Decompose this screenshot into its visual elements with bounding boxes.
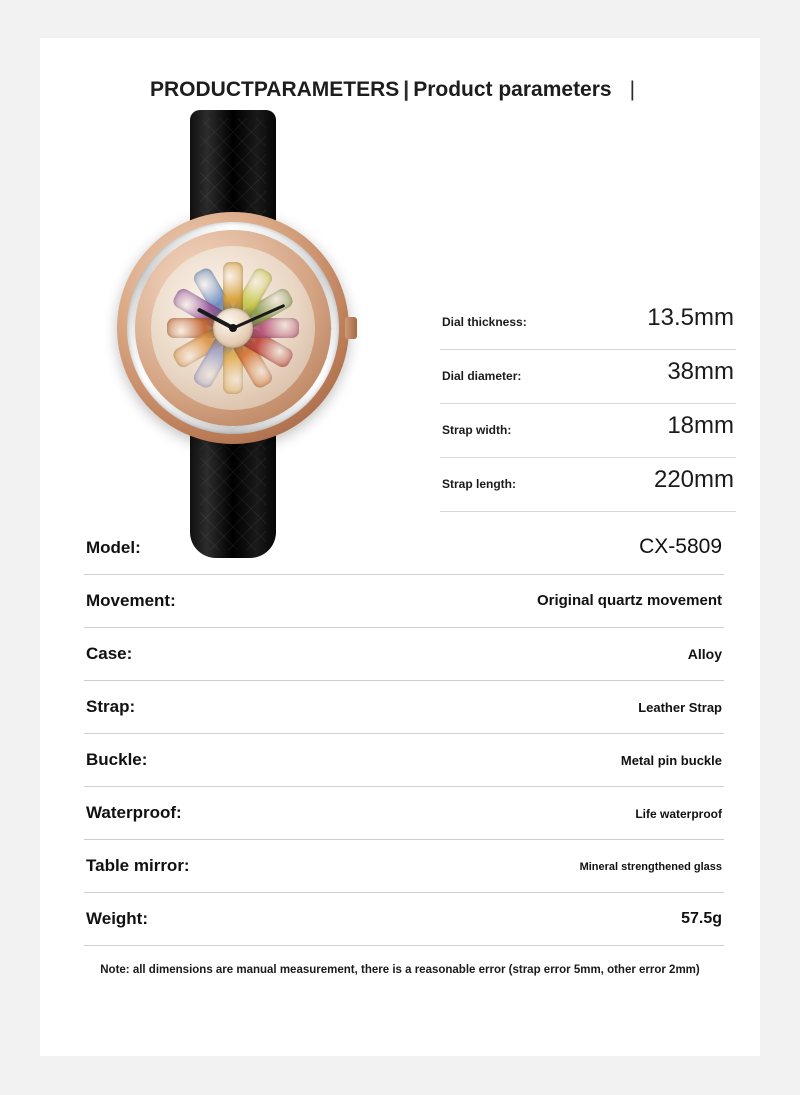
spec-label: Waterproof: bbox=[86, 803, 182, 822]
dimension-value: 13.5mm bbox=[647, 304, 734, 331]
table-row bbox=[440, 404, 736, 458]
center-pin bbox=[229, 324, 237, 332]
rhinestone bbox=[246, 231, 251, 236]
spec-label: Model: bbox=[86, 538, 141, 557]
rhinestone bbox=[201, 234, 206, 239]
title-separator: | bbox=[403, 78, 410, 101]
title-tail-bar: | bbox=[629, 78, 636, 101]
specifications-table bbox=[84, 522, 724, 946]
rhinestone bbox=[260, 234, 265, 239]
rhinestone bbox=[187, 240, 192, 245]
rhinestone bbox=[322, 296, 327, 301]
rhinestone bbox=[201, 417, 206, 422]
rhinestone bbox=[145, 282, 150, 287]
table-row bbox=[84, 628, 724, 681]
rhinestone bbox=[316, 369, 321, 374]
dimension-value: 18mm bbox=[667, 412, 734, 439]
dimension-label: Strap length: bbox=[442, 477, 516, 491]
dimensions-table bbox=[440, 296, 736, 512]
rhinestone bbox=[136, 310, 141, 315]
title-chinese: Product parameters bbox=[413, 78, 612, 101]
dimension-label: Dial diameter: bbox=[442, 369, 522, 383]
watch-dial bbox=[151, 246, 315, 410]
table-row bbox=[84, 734, 724, 787]
rhinestone bbox=[322, 355, 327, 360]
rhinestone bbox=[287, 403, 292, 408]
rhinestone bbox=[274, 240, 279, 245]
rhinestone bbox=[260, 417, 265, 422]
spec-label: Movement: bbox=[86, 591, 176, 610]
product-image bbox=[98, 100, 368, 550]
rhinestone bbox=[174, 248, 179, 253]
rhinestone bbox=[139, 355, 144, 360]
table-row bbox=[440, 458, 736, 512]
rhinestone bbox=[145, 369, 150, 374]
spec-value: Original quartz movement bbox=[536, 592, 722, 609]
watch-crown bbox=[345, 317, 357, 339]
rhinestone bbox=[136, 341, 141, 346]
rhinestone bbox=[325, 310, 330, 315]
spec-label: Weight: bbox=[86, 909, 149, 928]
dimension-label: Dial thickness: bbox=[442, 315, 527, 329]
rhinestone bbox=[163, 393, 168, 398]
rhinestone bbox=[246, 420, 251, 425]
rhinestone bbox=[316, 282, 321, 287]
rhinestone bbox=[298, 393, 303, 398]
table-row bbox=[84, 575, 724, 628]
table-row bbox=[84, 893, 724, 946]
rhinestone bbox=[174, 403, 179, 408]
rhinestone bbox=[139, 296, 144, 301]
spec-value: Leather Strap bbox=[638, 700, 722, 715]
rhinestone bbox=[325, 341, 330, 346]
rhinestone bbox=[327, 326, 332, 331]
spec-value: Life waterproof bbox=[635, 807, 722, 821]
dimension-value: 220mm bbox=[653, 466, 734, 493]
rhinestone bbox=[308, 382, 313, 387]
product-parameters-card bbox=[40, 38, 760, 1056]
watch-case bbox=[117, 212, 349, 444]
rhinestone bbox=[231, 230, 236, 235]
table-row bbox=[84, 522, 724, 575]
table-row bbox=[440, 350, 736, 404]
table-row bbox=[84, 840, 724, 893]
table-row bbox=[84, 787, 724, 840]
rhinestone bbox=[187, 411, 192, 416]
spec-value: Metal pin buckle bbox=[620, 753, 722, 768]
dimension-label: Strap width: bbox=[442, 423, 512, 437]
rhinestone bbox=[153, 269, 158, 274]
rhinestone bbox=[308, 269, 313, 274]
table-row bbox=[84, 681, 724, 734]
title-english: PRODUCTPARAMETERS bbox=[150, 78, 400, 101]
rhinestone bbox=[215, 420, 220, 425]
table-row bbox=[440, 296, 736, 350]
rhinestone bbox=[163, 258, 168, 263]
dimension-value: 38mm bbox=[667, 358, 734, 385]
spec-value: Alloy bbox=[687, 646, 722, 662]
rhinestone bbox=[153, 382, 158, 387]
spec-label: Case: bbox=[86, 644, 133, 663]
spec-value: CX-5809 bbox=[639, 535, 722, 558]
measurement-note: Note: all dimensions are manual measurement, there is a reasonable error (strap error 5mm, other error 2mm) bbox=[100, 964, 700, 976]
spec-value: Mineral strengthened glass bbox=[579, 861, 722, 873]
page-title bbox=[150, 78, 635, 102]
spec-label: Table mirror: bbox=[86, 856, 190, 875]
rhinestone bbox=[274, 411, 279, 416]
rhinestone bbox=[287, 248, 292, 253]
rhinestone bbox=[298, 258, 303, 263]
spec-label: Buckle: bbox=[86, 750, 148, 769]
spec-value: 57.5g bbox=[681, 910, 722, 927]
rhinestone bbox=[215, 231, 220, 236]
rhinestone bbox=[231, 422, 236, 427]
spec-label: Strap: bbox=[86, 697, 136, 716]
rhinestone bbox=[135, 326, 140, 331]
